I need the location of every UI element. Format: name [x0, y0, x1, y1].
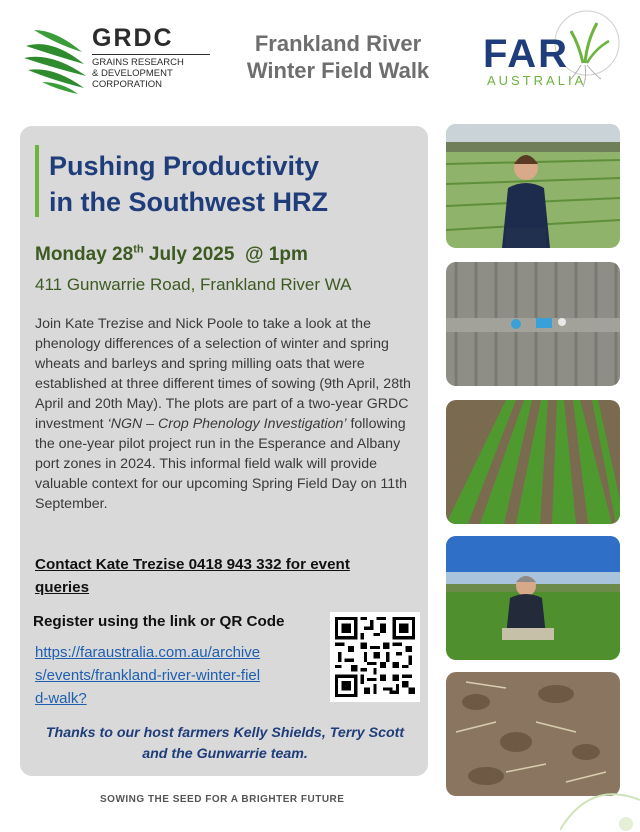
far-wordmark: FAR [483, 32, 569, 76]
event-description [35, 314, 417, 514]
far-australia-logo [475, 5, 635, 95]
event-address: 411 Gunwarrie Road, Frankland River WA [35, 275, 352, 294]
grdc-subtitle-line: GRAINS RESEARCH [92, 57, 184, 68]
grdc-divider [92, 54, 210, 55]
photo-nick-in-crop [446, 536, 620, 660]
grdc-wordmark: GRDC [92, 24, 174, 52]
event-title-line: Winter Field Walk [246, 58, 430, 83]
headline-accent-bar [35, 145, 39, 217]
event-title-line: Frankland River [254, 31, 422, 56]
event-date-time: July 2025 @ 1pm [143, 244, 308, 265]
contact-info[interactable]: Contact Kate Trezise 0418 943 332 for event queries [35, 556, 350, 596]
grdc-subtitle-line: CORPORATION [92, 79, 163, 90]
register-label: Register using the link or QR Code [33, 613, 285, 630]
photo-nick-image [446, 536, 620, 660]
event-date-day: Monday 28 [35, 244, 134, 265]
thanks-note: Thanks to our host farmers Kelly Shields, Terry Scott and the Gunwarrie team. [45, 725, 405, 762]
description-part: following the one-year pilot project run in the Esperance and Albany port zones in 2024. This informal field walk will provide valuable context for our upcoming Spring Field Day on 11th September. [35, 416, 407, 512]
tagline: SOWING THE SEED FOR A BRIGHTER FUTURE [100, 794, 345, 805]
grdc-subtitle-line: & DEVELOPMENT [92, 68, 173, 79]
qr-code-icon [335, 617, 415, 697]
far-country: AUSTRALIA [487, 73, 587, 88]
event-date [35, 244, 308, 266]
photo-crop-rows [446, 400, 620, 524]
grdc-leaf-icon [22, 24, 90, 94]
headline-line: in the Southwest HRZ [49, 187, 328, 217]
headline [49, 148, 409, 220]
investment-name: ‘NGN – Crop Phenology Investigation’ [107, 416, 347, 432]
description-part: Join Kate Trezise and Nick Poole to take a look at the phenology differences of a selection of winter and spring wheats and barleys and spring milling oats that were established at three different times of sowing (9th April, 28th April and 20th May). The plots are part of a two-year GRDC investment [35, 316, 411, 432]
photo-kate-in-crop [446, 124, 620, 248]
decorative-swirl [560, 770, 640, 832]
event-title [222, 30, 454, 84]
photo-kate-image [446, 124, 620, 248]
photo-aerial-image [446, 262, 620, 386]
qr-code[interactable] [330, 612, 420, 702]
grdc-subtitle [92, 57, 184, 90]
grdc-logo [22, 24, 197, 96]
event-date-suffix: th [133, 243, 144, 256]
photo-crop-rows-image [446, 400, 620, 524]
photo-field-plots-aerial [446, 262, 620, 386]
headline-line: Pushing Productivity [49, 151, 320, 181]
register-link[interactable]: https://faraustralia.com.au/archives/events/frankland-river-winter-field-walk? [35, 644, 261, 707]
